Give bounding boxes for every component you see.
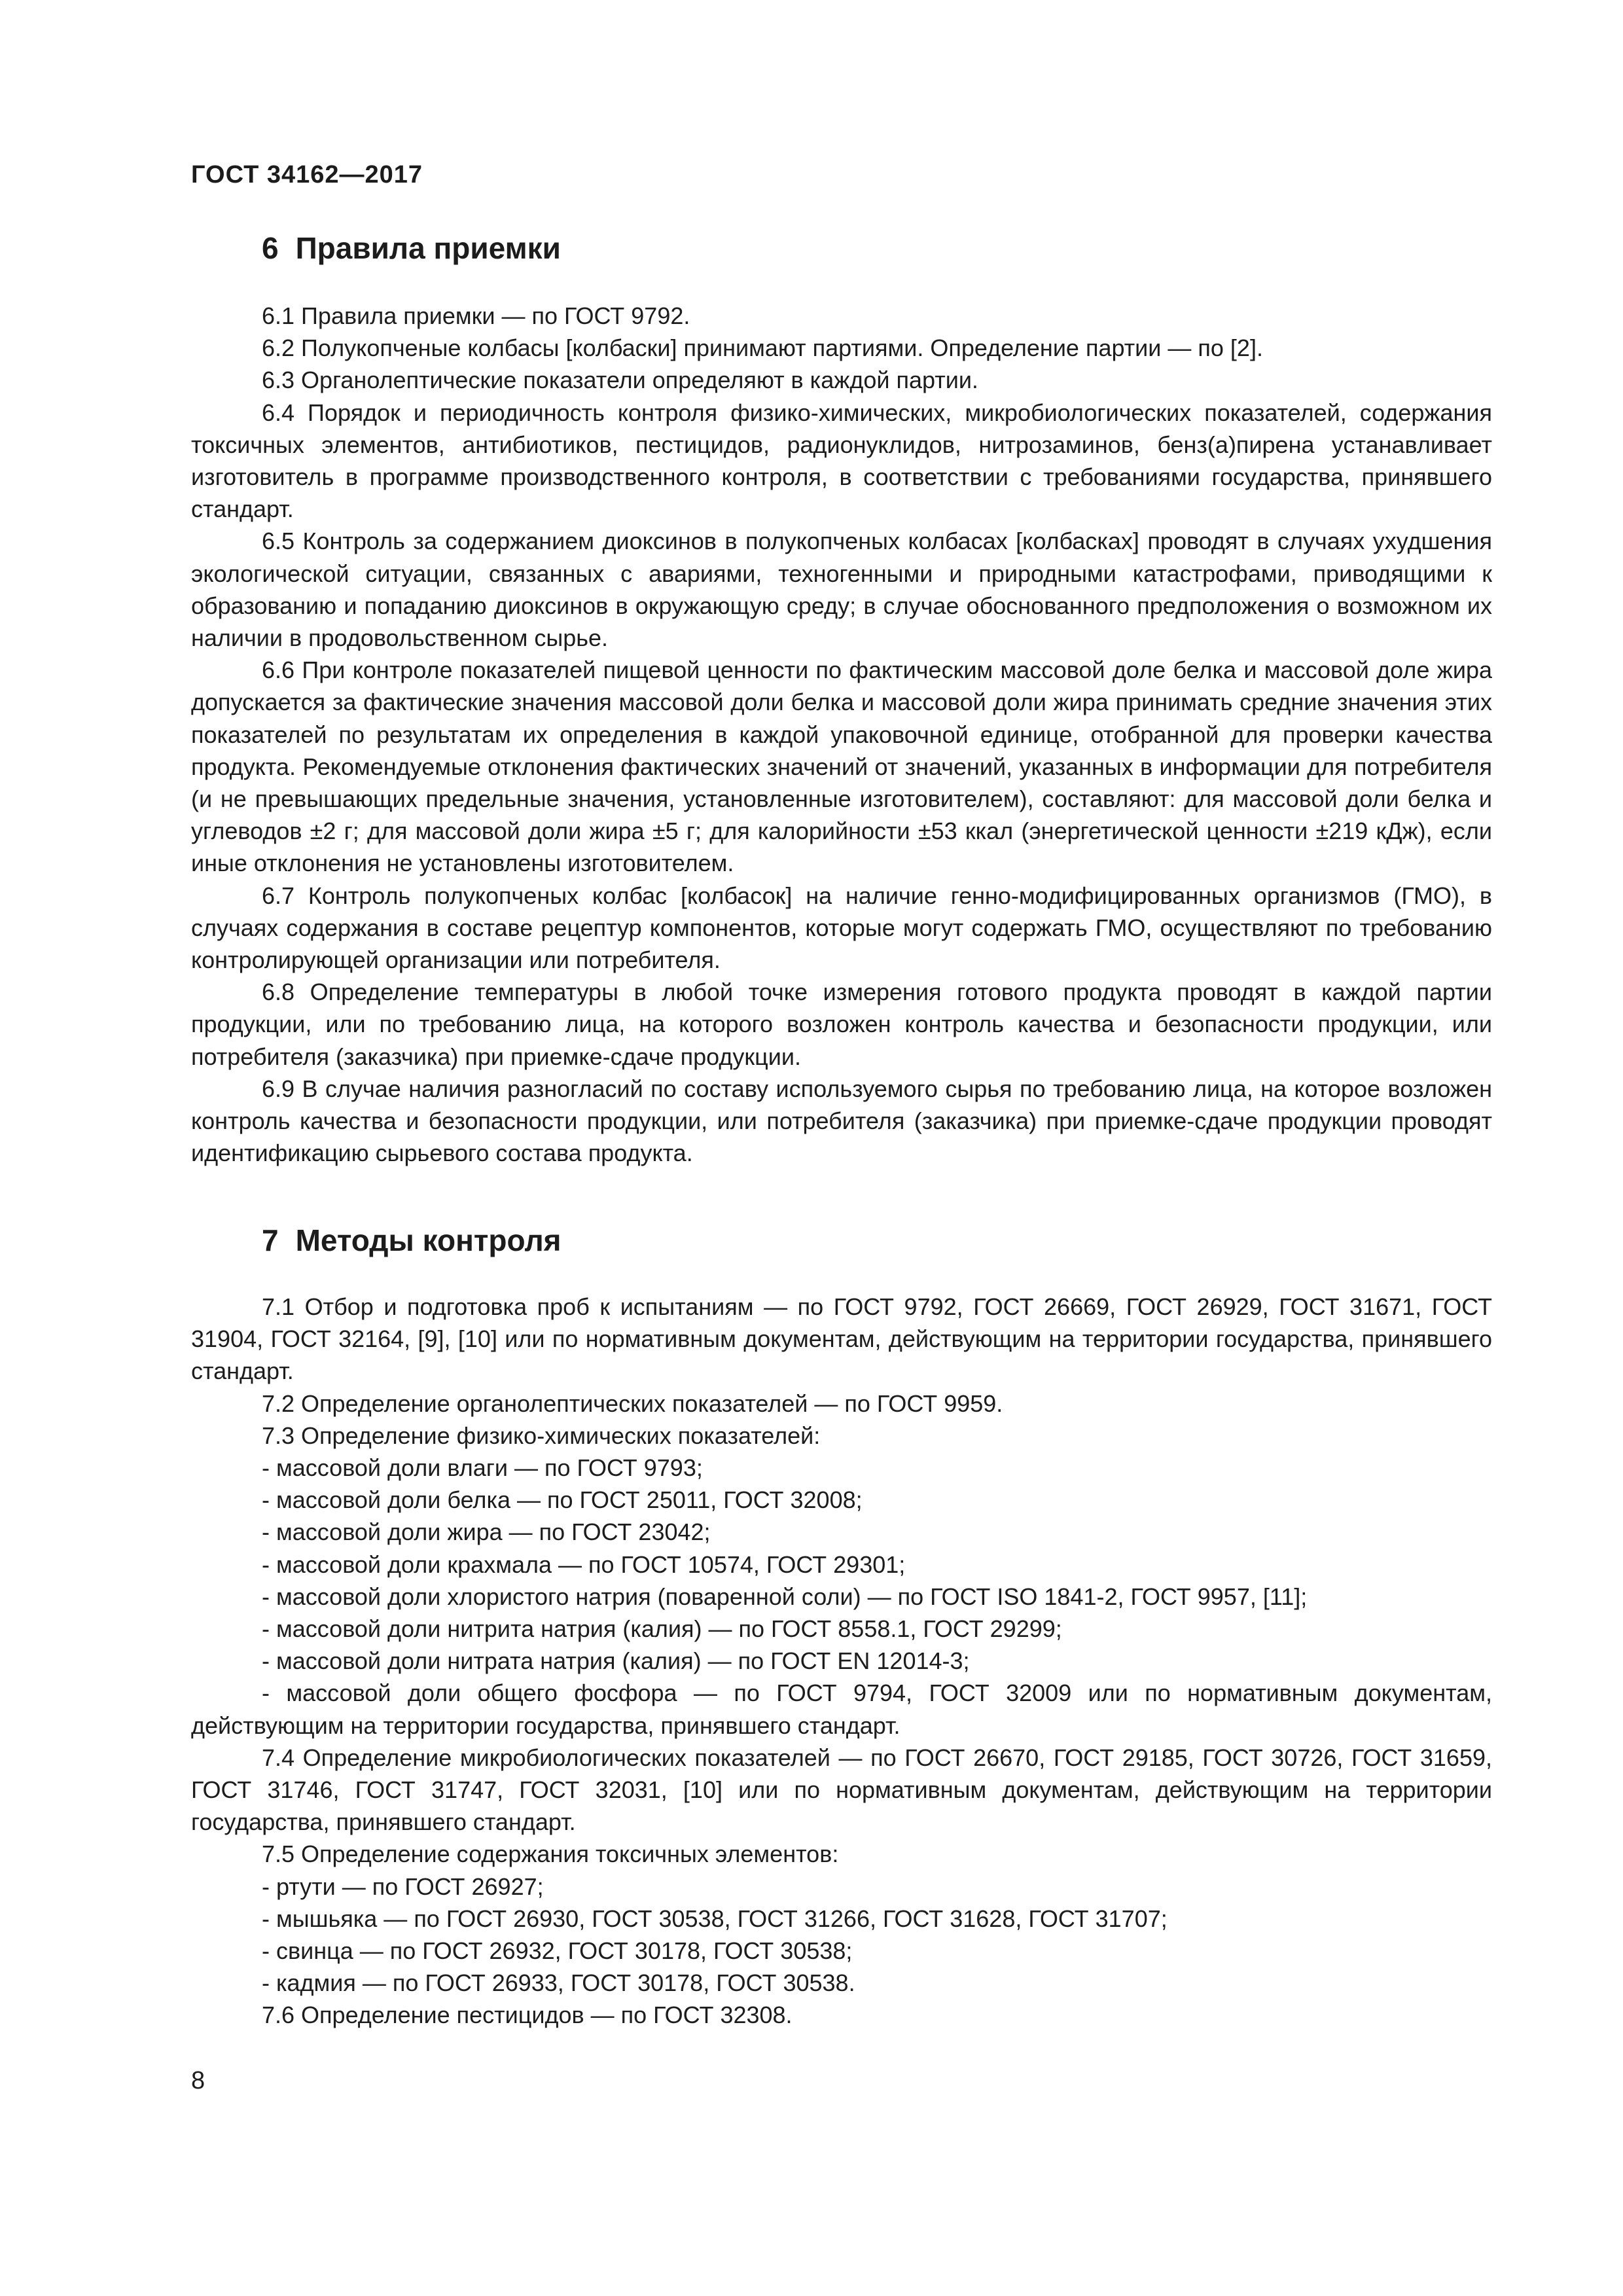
- section-6-body: [191, 300, 1492, 1169]
- section-6-heading: [262, 230, 561, 266]
- clause-6-6: 6.6 При контроле показателей пищевой ценности по фактическим массовой доле белка и массовой доле жира допускается за фактические значения массовой доли белка и массовой доли жира принимать средние значения этих показателей по результатам их определения в каждой упаковочной единице, отобранной для проверки качества продукта. Рекомендуемые отклонения фактических значений от значений, указанных в информации для потребителя (и не превышающих предельные значения, установленные изготовителем), составляют: для массовой доли белка и углеводов ±2 г; для массовой доли жира ±5 г; для калорийности ±53 ккал (энергетической ценности ±219 кДж), если иные отклонения не установлены изготовителем.: [191, 656, 1492, 877]
- clause-6-4: 6.4 Порядок и периодичность контроля физико-химических, микробиологических показателей, содержания токсичных элементов, антибиотиков, пестицидов, радионуклидов, нитрозаминов, бенз(а)пирена устанавливает изготовитель в программе производственного контроля, в соответствии с требованиями государства, принявшего стандарт.: [191, 399, 1492, 523]
- clause-6-3: 6.3 Органолептические показатели определяют в каждой партии.: [262, 367, 978, 394]
- list-item: - мышьяка — по ГОСТ 26930, ГОСТ 30538, ГОСТ 31266, ГОСТ 31628, ГОСТ 31707;: [262, 1905, 1168, 1932]
- clause-6-5: 6.5 Контроль за содержанием диоксинов в полукопченых колбасах [колбасках] проводят в случаях ухудшения экологической ситуации, связанных с авариями, техногенными и природными катастрофами, приводящими к образованию и попаданию диоксинов в окружающую среду; в случае обоснованного предположения о возможном их наличии в продовольственном сырье.: [191, 528, 1492, 652]
- clause-6-8: 6.8 Определение температуры в любой точке измерения готового продукта проводят в каждой партии продукции, или по требованию лица, на которого возложен контроль качества и безопасности продукции, или потребителя (заказчика) при приемке-сдаче продукции.: [191, 978, 1492, 1070]
- clause-6-7: 6.7 Контроль полукопченых колбас [колбасок] на наличие генно-модифицированных организмов (ГМО), в случаях содержания в составе рецептур компонентов, которые могут содержать ГМО, осуществляют по требованию контролирующей организации или потребителя.: [191, 882, 1492, 974]
- section-7-heading: [262, 1223, 562, 1258]
- section-7-title: Методы контроля: [295, 1223, 562, 1257]
- section-7-number: 7: [262, 1223, 279, 1257]
- list-item: - массовой доли крахмала — по ГОСТ 10574, ГОСТ 29301;: [262, 1551, 906, 1578]
- clause-6-2: 6.2 Полукопченые колбасы [колбаски] принимают партиями. Определение партии — по [2].: [262, 334, 1263, 362]
- clause-7-5: 7.5 Определение содержания токсичных элементов:: [262, 1840, 839, 1868]
- clause-7-4: 7.4 Определение микробиологических показателей — по ГОСТ 26670, ГОСТ 29185, ГОСТ 30726, ГОСТ 31659, ГОСТ 31746, ГОСТ 31747, ГОСТ 32031, [10] или по нормативным документам, действующим на территории государства, принявшего стандарт.: [191, 1744, 1492, 1836]
- list-item: - массовой доли белка — по ГОСТ 25011, ГОСТ 32008;: [262, 1486, 863, 1514]
- clause-6-1: 6.1 Правила приемки — по ГОСТ 9792.: [262, 302, 690, 329]
- clause-7-1: 7.1 Отбор и подготовка проб к испытаниям — по ГОСТ 9792, ГОСТ 26669, ГОСТ 26929, ГОСТ 31671, ГОСТ 31904, ГОСТ 32164, [9], [10] или по нормативным документам, действующим на территории государства, принявшего стандарт.: [191, 1293, 1492, 1385]
- clause-6-9: 6.9 В случае наличия разногласий по составу используемого сырья по требованию лица, на которое возложен контроль качества и безопасности продукции, или потребителя (заказчика) при приемке-сдаче продукции проводят идентификацию сырьевого состава продукта.: [191, 1075, 1492, 1167]
- list-item: - массовой доли нитрата натрия (калия) — по ГОСТ EN 12014-3;: [262, 1647, 970, 1675]
- list-item-phosphorus: - массовой доли общего фосфора — по ГОСТ 9794, ГОСТ 32009 или по нормативным документам, действующим на территории государства, принявшего стандарт.: [191, 1679, 1492, 1739]
- section-7-body: [191, 1291, 1492, 2032]
- list-item: - свинца — по ГОСТ 26932, ГОСТ 30178, ГОСТ 30538;: [262, 1937, 853, 1965]
- clause-7-6: 7.6 Определение пестицидов — по ГОСТ 32308.: [262, 2001, 793, 2029]
- section-6-number: 6: [262, 231, 279, 265]
- page-number: 8: [191, 2067, 205, 2094]
- list-item: - массовой доли хлористого натрия (поваренной соли) — по ГОСТ ISO 1841-2, ГОСТ 9957, [11];: [262, 1583, 1308, 1610]
- list-item: - кадмия — по ГОСТ 26933, ГОСТ 30178, ГОСТ 30538.: [262, 1969, 855, 1997]
- list-item: - ртути — по ГОСТ 26927;: [262, 1873, 544, 1900]
- document-header: ГОСТ 34162—2017: [191, 161, 423, 188]
- clause-7-2: 7.2 Определение органолептических показателей — по ГОСТ 9959.: [262, 1390, 1003, 1417]
- list-item: - массовой доли нитрита натрия (калия) — по ГОСТ 8558.1, ГОСТ 29299;: [262, 1615, 1062, 1643]
- list-item: - массовой доли влаги — по ГОСТ 9793;: [262, 1454, 703, 1482]
- clause-7-3: 7.3 Определение физико-химических показателей:: [262, 1422, 821, 1449]
- section-6-title: Правила приемки: [295, 231, 561, 265]
- list-item: - массовой доли жира — по ГОСТ 23042;: [262, 1518, 711, 1546]
